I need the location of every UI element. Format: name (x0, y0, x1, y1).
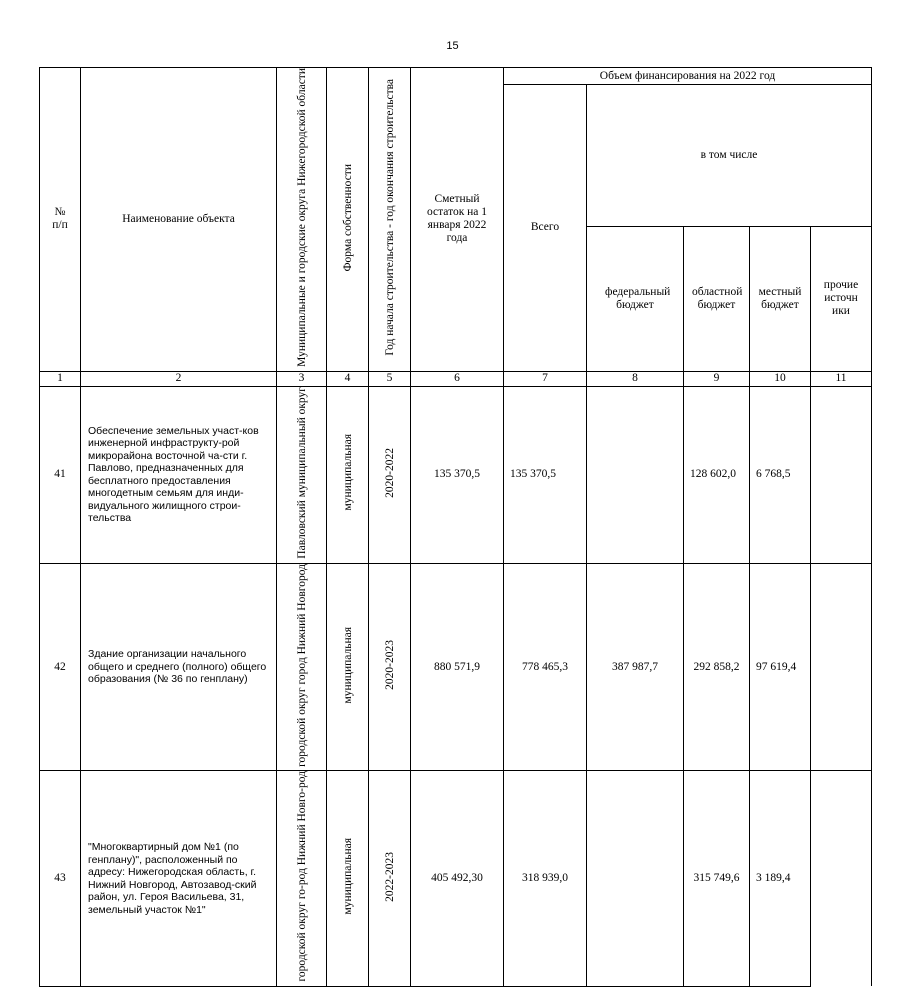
col-number: 3 (277, 371, 327, 386)
col-number: 6 (411, 371, 504, 386)
row-name: Обеспечение земельных участ-ков инженерной инфраструкту-рой микрорайона восточной ча-сти г. Павлово, предназначенных для бесплатного предоставления многодетным семьям для инди-видуального жилищного строи-тельства (81, 386, 277, 563)
col-number: 5 (369, 371, 411, 386)
header-municipality (277, 68, 327, 372)
col-number: 7 (504, 371, 587, 386)
header-ownership (327, 68, 369, 372)
header-local: местный бюджет (750, 226, 811, 371)
row-municipality (277, 771, 327, 987)
header-balance: Сметный остаток на 1 января 2022 года (411, 68, 504, 372)
table-row (40, 386, 872, 563)
col-number: 11 (811, 371, 872, 386)
col-number: 8 (587, 371, 684, 386)
row-ownership-label: муниципальная (341, 626, 354, 704)
row-years-label: 2022-2023 (383, 851, 396, 902)
row-ownership-label: муниципальная (341, 434, 354, 511)
header-no: № п/п (40, 68, 81, 372)
row-other (811, 563, 872, 771)
row-other (811, 386, 872, 563)
row-federal (587, 386, 684, 563)
table-row (40, 771, 872, 987)
row-balance: 880 571,9 (411, 563, 504, 771)
header-years-label: Год начала строительства - год окончания строительства (383, 79, 396, 356)
row-local: 97 619,4 (750, 563, 811, 771)
row-local: 3 189,4 (750, 771, 811, 987)
row-municipality-label: Павловский муниципальный округ (295, 386, 308, 559)
col-number: 10 (750, 371, 811, 386)
header-municipality-label: Муниципальные и городские округа Нижегородской области (295, 68, 308, 367)
row-years (369, 563, 411, 771)
header-regional: областной бюджет (684, 226, 750, 371)
header-years (369, 68, 411, 372)
row-municipality (277, 563, 327, 771)
header-other: прочие источн ики (811, 226, 872, 371)
row-years-label: 2020-2023 (383, 640, 396, 690)
row-municipality-label: городской округ го-род Нижний Новго-род (295, 771, 308, 982)
row-ownership (327, 771, 369, 987)
col-number: 9 (684, 371, 750, 386)
row-federal (587, 771, 684, 987)
row-other (811, 771, 872, 987)
row-name: "Многоквартирный дом №1 (по генплану)", расположенный по адресу: Нижегородская область, г. Нижний Новгород, Автозавод-ский район, ул. Героя Васильева, 31, земельный участок №1" (81, 771, 277, 987)
row-ownership (327, 386, 369, 563)
col-number: 4 (327, 371, 369, 386)
row-balance: 135 370,5 (411, 386, 504, 563)
row-no: 41 (40, 386, 81, 563)
col-number: 1 (40, 371, 81, 386)
row-regional: 128 602,0 (684, 386, 750, 563)
header-name: Наименование объекта (81, 68, 277, 372)
table-row (40, 563, 872, 771)
row-years (369, 386, 411, 563)
row-ownership-label: муниципальная (341, 838, 354, 915)
page-number: 15 (446, 40, 459, 52)
row-balance: 405 492,30 (411, 771, 504, 987)
row-years (369, 771, 411, 987)
row-total: 778 465,3 (504, 563, 587, 771)
row-regional: 315 749,6 (684, 771, 750, 987)
row-regional: 292 858,2 (684, 563, 750, 771)
row-no: 42 (40, 563, 81, 771)
row-municipality (277, 386, 327, 563)
row-total: 135 370,5 (504, 386, 587, 563)
row-no: 43 (40, 771, 81, 987)
funding-table (39, 67, 872, 987)
row-federal: 387 987,7 (587, 563, 684, 771)
header-total: Всего (504, 85, 587, 372)
header-funding-group: Объем финансирования на 2022 год (504, 68, 872, 85)
header-federal: федеральный бюджет (587, 226, 684, 371)
row-total: 318 939,0 (504, 771, 587, 987)
header-ownership-label: Форма собственности (341, 163, 354, 272)
row-ownership (327, 563, 369, 771)
col-number: 2 (81, 371, 277, 386)
row-municipality-label: городской округ город Нижний Новгород (295, 563, 308, 767)
header-including: в том числе (587, 85, 872, 227)
column-numbers-row (40, 371, 872, 386)
row-local: 6 768,5 (750, 386, 811, 563)
row-years-label: 2020-2022 (383, 447, 396, 498)
row-name: Здание организации начального общего и среднего (полного) общего образования (№ 36 по генплану) (81, 563, 277, 771)
